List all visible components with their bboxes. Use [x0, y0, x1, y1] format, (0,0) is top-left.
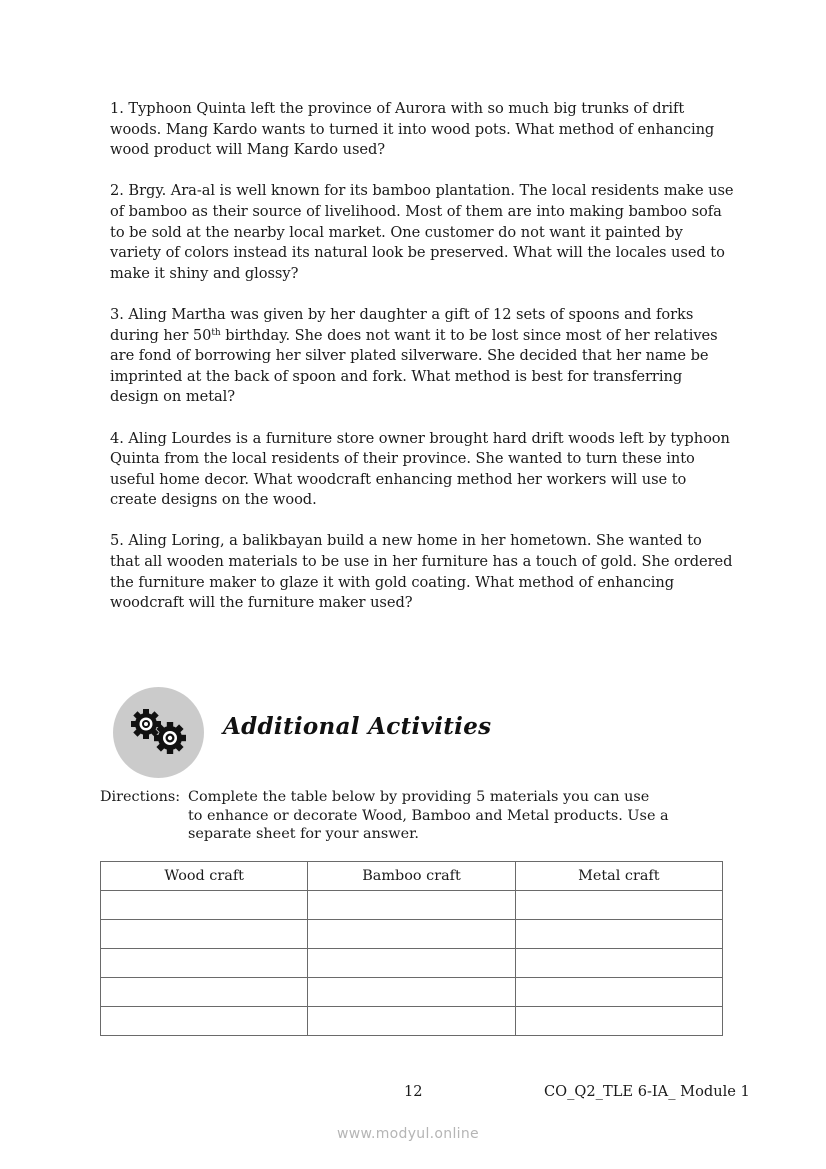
table-cell[interactable]: [308, 1007, 515, 1036]
directions-label: Directions:: [100, 789, 181, 805]
questions-list: [110, 99, 735, 634]
question-2: 2. Brgy. Ara-al is well known for its bamboo plantation. The local residents make use of bamboo as their source of livelihood. Most of them are into making bamboo sofa to be sold at the nearby local market. One customer do not want it painted by variety of colors instead its natural look be preserved. What will the locales used to make it shiny and glossy?: [110, 182, 734, 282]
table-cell[interactable]: [515, 1007, 722, 1036]
table-row: [101, 891, 723, 920]
table-cell[interactable]: [515, 978, 722, 1007]
table-row: [101, 978, 723, 1007]
header-bamboo-craft: Bamboo craft: [308, 862, 515, 891]
table-cell[interactable]: [101, 1007, 308, 1036]
table-row: [101, 920, 723, 949]
table-cell[interactable]: [101, 920, 308, 949]
gears-icon: [113, 687, 204, 778]
table-cell[interactable]: [515, 891, 722, 920]
table-row: [101, 1007, 723, 1036]
additional-activities-header: [113, 687, 533, 779]
ordinal-superscript: th: [211, 327, 221, 338]
table-header-row: [101, 862, 723, 891]
table-cell[interactable]: [308, 920, 515, 949]
table-cell[interactable]: [308, 949, 515, 978]
materials-table: [100, 861, 723, 1036]
question-1: 1. Typhoon Quinta left the province of Aurora with so much big trunks of drift woods. Mang Kardo wants to turned it into wood pots. What method of enhancing wood product will Mang Kardo used?: [110, 100, 715, 159]
watermark: www.modyul.online: [337, 1126, 479, 1142]
header-metal-craft: Metal craft: [515, 862, 722, 891]
table-cell[interactable]: [101, 949, 308, 978]
table-cell[interactable]: [308, 978, 515, 1007]
table-cell[interactable]: [101, 978, 308, 1007]
question-3: 3. Aling Martha was given by her daughter a gift of 12 sets of spoons and forks during her 50th birthday. She does not want it to be lost since most of her relatives are fond of borrowing her silver plated silverware. She decided that her name be imprinted at the back of spoon and fork. What method is best for transferring design on metal?: [110, 305, 718, 406]
table-row: [101, 949, 723, 978]
table-cell[interactable]: [101, 891, 308, 920]
table-cell[interactable]: [515, 920, 722, 949]
section-title: Additional Activities: [223, 713, 492, 740]
header-wood-craft: Wood craft: [101, 862, 308, 891]
question-4: 4. Aling Lourdes is a furniture store owner brought hard drift woods left by typhoon Quinta from the local residents of their province. She wanted to turn these into useful home decor. What woodcraft enhancing method her workers will use to create designs on the wood.: [110, 429, 730, 509]
page-number: 12: [404, 1083, 423, 1100]
question-5: 5. Aling Loring, a balikbayan build a new home in her hometown. She wanted to that all wooden materials to be use in her furniture has a touch of gold. She ordered the furniture maker to glaze it with gold coating. What method of enhancing woodcraft will the furniture maker used?: [110, 532, 733, 612]
directions: Directions: Complete the table below by providing 5 materials you can use to enhance or decorate Wood, Bamboo and Metal products. Use a separate sheet for your answer.: [100, 789, 669, 842]
table-cell[interactable]: [515, 949, 722, 978]
table-cell[interactable]: [308, 891, 515, 920]
module-code: CO_Q2_TLE 6-IA_ Module 1: [544, 1083, 750, 1100]
